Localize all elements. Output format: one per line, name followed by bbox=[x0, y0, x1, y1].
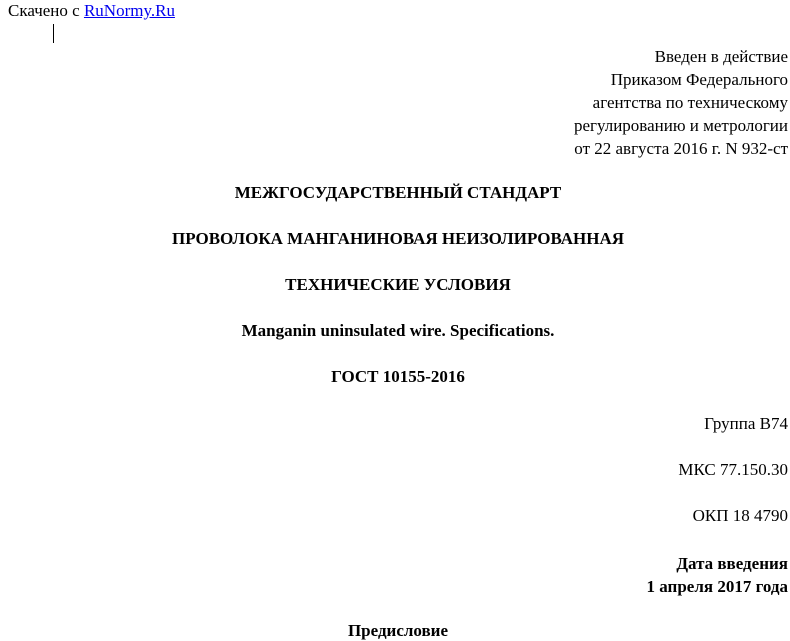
intro-date-value: 1 апреля 2017 года bbox=[646, 577, 788, 596]
enactment-line: агентства по техническому bbox=[592, 93, 788, 112]
group-classifier: Группа В74 bbox=[704, 414, 788, 433]
document-subtitle: ТЕХНИЧЕСКИЕ УСЛОВИЯ bbox=[285, 275, 511, 294]
intro-date-block bbox=[647, 552, 788, 598]
okp-classifier: ОКП 18 4790 bbox=[692, 506, 788, 525]
standard-type-heading: МЕЖГОСУДАРСТВЕННЫЙ СТАНДАРТ bbox=[234, 183, 562, 202]
enactment-line: Приказом Федерального bbox=[610, 70, 788, 89]
enactment-line: регулированию и метрологии bbox=[573, 116, 788, 135]
enactment-block bbox=[574, 45, 788, 160]
source-line bbox=[8, 1, 175, 21]
preface-heading: Предисловие bbox=[347, 621, 449, 640]
intro-date-label: Дата введения bbox=[676, 554, 788, 573]
enactment-line: от 22 августа 2016 г. N 932-ст bbox=[574, 139, 788, 158]
source-prefix: Скачено с bbox=[8, 1, 80, 20]
document-title-english: Manganin uninsulated wire. Specifications. bbox=[241, 321, 555, 340]
text-cursor bbox=[53, 24, 54, 43]
standard-code: ГОСТ 10155-2016 bbox=[331, 367, 465, 386]
mks-classifier: МКС 77.150.30 bbox=[678, 460, 788, 479]
source-link[interactable]: RuNormy.Ru bbox=[83, 1, 175, 20]
document-title: ПРОВОЛОКА МАНГАНИНОВАЯ НЕИЗОЛИРОВАННАЯ bbox=[171, 229, 625, 248]
enactment-line: Введен в действие bbox=[654, 47, 788, 66]
